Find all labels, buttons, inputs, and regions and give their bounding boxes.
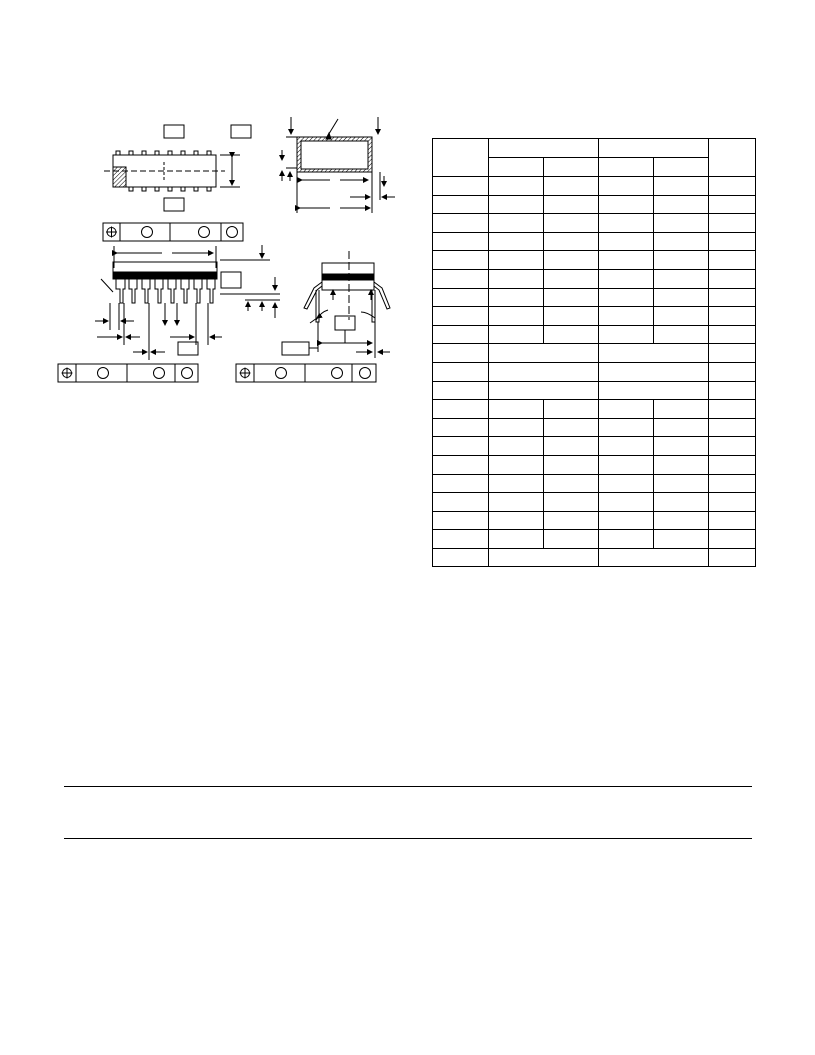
- table-cell: [489, 269, 544, 288]
- header-group-cell: [599, 139, 709, 158]
- table-cell: [709, 344, 756, 363]
- table-cell: [544, 307, 599, 326]
- table-cell: [709, 530, 756, 549]
- table-row: [433, 493, 756, 512]
- table-header-row: [433, 139, 756, 158]
- footer-rule-top: [64, 786, 752, 787]
- table-cell: [654, 325, 709, 344]
- table-cell: [654, 530, 709, 549]
- table-cell: [709, 177, 756, 196]
- table-cell: [709, 400, 756, 419]
- dimension-table: [432, 138, 756, 567]
- table-cell: [433, 493, 489, 512]
- feature-control-frame-1: [103, 223, 243, 241]
- table-cell: [654, 511, 709, 530]
- table-cell: [544, 269, 599, 288]
- table-cell: [654, 474, 709, 493]
- header-notes-cell: [709, 139, 756, 177]
- table-cell: [489, 418, 544, 437]
- table-cell: [433, 362, 489, 381]
- table-cell: [544, 511, 599, 530]
- table-cell: [599, 307, 654, 326]
- table-cell: [654, 232, 709, 251]
- datum-box-top: [164, 125, 184, 138]
- table-row: [433, 381, 756, 400]
- table-cell: [654, 288, 709, 307]
- table-cell: [709, 269, 756, 288]
- table-cell: [433, 177, 489, 196]
- table-row: [433, 251, 756, 270]
- table-cell: [599, 362, 709, 381]
- table-cell: [489, 195, 544, 214]
- datum-box-angle: [335, 316, 355, 330]
- table-cell: [433, 269, 489, 288]
- header-max-cell: [544, 158, 599, 177]
- table-cell: [599, 493, 654, 512]
- table-cell: [544, 474, 599, 493]
- table-row: [433, 400, 756, 419]
- table-cell: [489, 455, 544, 474]
- table-row: [433, 195, 756, 214]
- pin1-index-mark: [113, 167, 126, 187]
- table-row: [433, 548, 756, 567]
- top-view: [104, 125, 251, 211]
- table-row: [433, 307, 756, 326]
- table-cell: [599, 195, 654, 214]
- table-cell: [599, 381, 709, 400]
- table-cell: [654, 493, 709, 512]
- table-cell: [709, 362, 756, 381]
- table-row: [433, 474, 756, 493]
- table-cell: [709, 288, 756, 307]
- table-row: [433, 269, 756, 288]
- table-cell: [433, 344, 489, 363]
- table-cell: [433, 214, 489, 233]
- header-group-cell: [489, 139, 599, 158]
- header-min-cell: [489, 158, 544, 177]
- table-row: [433, 418, 756, 437]
- table-cell: [489, 177, 544, 196]
- table-cell: [709, 214, 756, 233]
- table-row: [433, 325, 756, 344]
- table-cell: [599, 344, 709, 363]
- table-cell: [654, 307, 709, 326]
- table-cell: [433, 548, 489, 567]
- table-cell: [599, 269, 654, 288]
- table-cell: [489, 214, 544, 233]
- table-cell: [544, 325, 599, 344]
- table-row: [433, 214, 756, 233]
- table-row: [433, 530, 756, 549]
- table-cell: [654, 269, 709, 288]
- footer-rule-bottom: [64, 838, 752, 839]
- table-cell: [654, 437, 709, 456]
- table-cell: [709, 418, 756, 437]
- table-cell: [599, 232, 654, 251]
- table-cell: [489, 548, 599, 567]
- table-cell: [709, 493, 756, 512]
- table-cell: [599, 511, 654, 530]
- table-cell: [433, 325, 489, 344]
- table-cell: [489, 400, 544, 419]
- datum-box-bottom: [164, 198, 184, 211]
- table-cell: [599, 530, 654, 549]
- front-view: [282, 251, 390, 358]
- table-cell: [709, 232, 756, 251]
- table-row: [433, 455, 756, 474]
- feature-control-frame-3: [236, 364, 376, 382]
- table-cell: [654, 251, 709, 270]
- table-cell: [433, 400, 489, 419]
- table-cell: [489, 288, 544, 307]
- table-cell: [709, 325, 756, 344]
- datum-box-seating: [221, 272, 241, 288]
- table-cell: [489, 493, 544, 512]
- table-cell: [709, 511, 756, 530]
- table-cell: [599, 251, 654, 270]
- table-cell: [599, 455, 654, 474]
- table-cell: [489, 362, 599, 381]
- table-cell: [654, 177, 709, 196]
- table-cell: [709, 455, 756, 474]
- table-cell: [544, 195, 599, 214]
- table-cell: [489, 344, 599, 363]
- table-cell: [544, 251, 599, 270]
- table-cell: [433, 474, 489, 493]
- table-cell: [654, 195, 709, 214]
- table-cell: [654, 214, 709, 233]
- table-row: [433, 177, 756, 196]
- table-row: [433, 437, 756, 456]
- table-cell: [544, 214, 599, 233]
- table-cell: [709, 307, 756, 326]
- dimension-table-body: [433, 139, 756, 567]
- table-cell: [489, 530, 544, 549]
- table-cell: [433, 307, 489, 326]
- table-cell: [599, 400, 654, 419]
- table-cell: [544, 288, 599, 307]
- table-cell: [489, 437, 544, 456]
- table-cell: [489, 232, 544, 251]
- table-row: [433, 362, 756, 381]
- table-cell: [654, 418, 709, 437]
- feature-control-frame-2: [58, 364, 198, 382]
- table-cell: [599, 177, 654, 196]
- table-cell: [599, 288, 654, 307]
- table-cell: [599, 418, 654, 437]
- table-cell: [544, 530, 599, 549]
- table-row: [433, 288, 756, 307]
- package-body-top: [113, 155, 216, 187]
- end-view: [282, 117, 395, 213]
- table-cell: [433, 288, 489, 307]
- table-cell: [599, 437, 654, 456]
- table-cell: [489, 307, 544, 326]
- datum-box-pitch: [178, 342, 198, 355]
- table-cell: [599, 474, 654, 493]
- table-cell: [709, 474, 756, 493]
- table-cell: [654, 455, 709, 474]
- table-cell: [433, 437, 489, 456]
- leads: [116, 279, 215, 303]
- header-dim-cell: [433, 139, 489, 177]
- side-view: [95, 245, 280, 360]
- table-cell: [433, 381, 489, 400]
- table-cell: [489, 325, 544, 344]
- table-cell: [599, 548, 709, 567]
- table-cell: [599, 325, 654, 344]
- table-cell: [433, 232, 489, 251]
- table-cell: [433, 418, 489, 437]
- table-cell: [489, 251, 544, 270]
- table-cell: [709, 381, 756, 400]
- datum-box-right: [231, 125, 251, 138]
- table-cell: [544, 177, 599, 196]
- table-cell: [433, 251, 489, 270]
- table-cell: [709, 437, 756, 456]
- table-cell: [544, 400, 599, 419]
- table-cell: [709, 251, 756, 270]
- table-cell: [544, 232, 599, 251]
- table-cell: [544, 455, 599, 474]
- table-cell: [433, 530, 489, 549]
- table-cell: [433, 455, 489, 474]
- table-cell: [544, 437, 599, 456]
- datum-box-leadspan: [282, 342, 309, 355]
- table-row: [433, 344, 756, 363]
- table-cell: [599, 214, 654, 233]
- header-max-cell: [654, 158, 709, 177]
- table-cell: [709, 195, 756, 214]
- table-cell: [433, 195, 489, 214]
- table-cell: [489, 474, 544, 493]
- table-cell: [489, 381, 599, 400]
- table-cell: [654, 400, 709, 419]
- table-row: [433, 511, 756, 530]
- table-cell: [709, 548, 756, 567]
- table-cell: [489, 511, 544, 530]
- table-cell: [433, 511, 489, 530]
- header-min-cell: [599, 158, 654, 177]
- table-cell: [544, 493, 599, 512]
- table-cell: [544, 418, 599, 437]
- table-row: [433, 232, 756, 251]
